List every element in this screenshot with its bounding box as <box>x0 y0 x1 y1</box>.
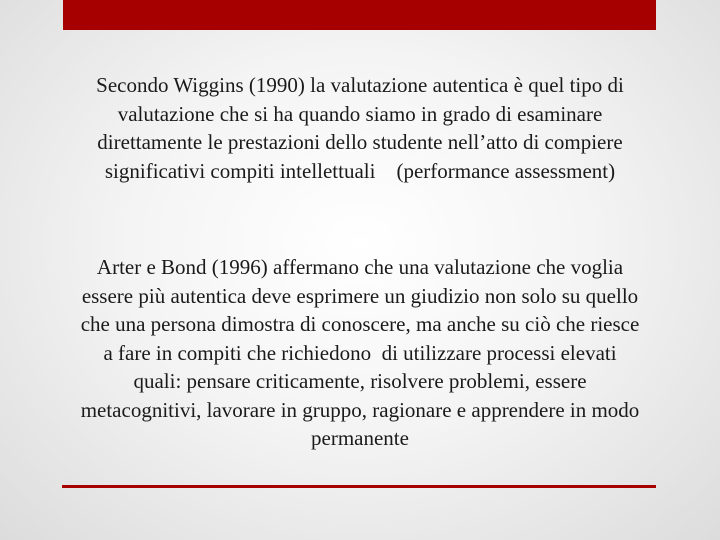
paragraph-line: Secondo Wiggins (1990) la valutazione autentica è quel tipo di <box>96 73 624 97</box>
wiggins-paragraph <box>30 71 690 185</box>
paragraph-line: quali: pensare criticamente, risolvere problemi, essere <box>133 369 587 393</box>
bottom-divider <box>62 485 656 488</box>
arter-bond-paragraph <box>30 253 690 453</box>
paragraph-line: metacognitivi, lavorare in gruppo, ragionare e apprendere in modo <box>80 397 640 422</box>
paragraph-line: Arter e Bond (1996) affermano che una valutazione che voglia <box>96 255 624 279</box>
paragraph-line: che una persona dimostra di conoscere, ma anche su ciò che riesce <box>80 312 640 336</box>
paragraph-line: permanente <box>311 426 409 450</box>
paragraph-line: a fare in compiti che richiedono di utilizzare processi elevati <box>103 340 617 365</box>
paragraph-line: significativi compiti intellettuali (performance assessment) <box>104 158 616 183</box>
paragraph-line: essere più autentica deve esprimere un giudizio non solo su quello <box>81 283 639 308</box>
paragraph-line: valutazione che si ha quando siamo in grado di esaminare <box>117 101 603 126</box>
paragraph-line: direttamente le prestazioni dello studente nell’atto di compiere <box>97 130 623 154</box>
top-accent-bar <box>63 0 656 30</box>
